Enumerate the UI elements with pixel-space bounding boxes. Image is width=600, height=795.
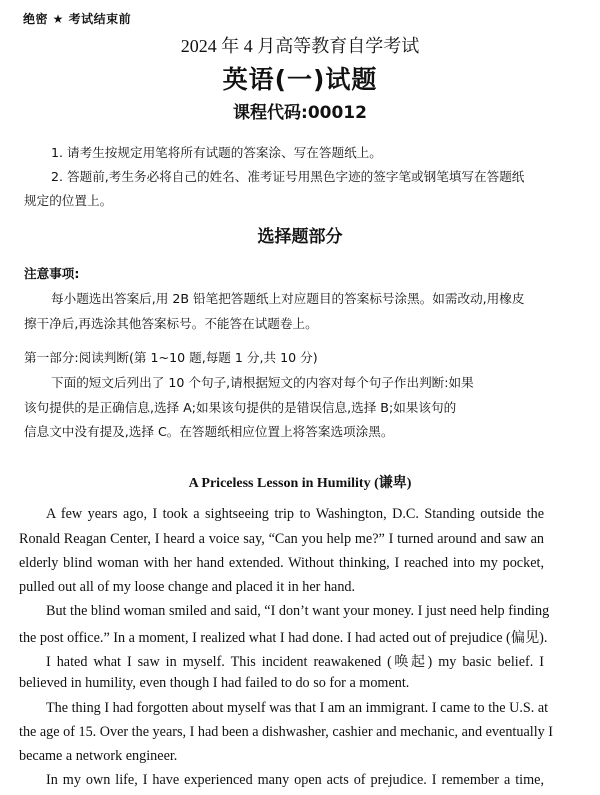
passage-line: elderly blind woman with her hand extended. Without thinking, I reached into my pocket,	[19, 555, 544, 571]
instruction-2: 2. 答题前,考生务必将自己的姓名、准考证号用黑色字迹的签字笔或钢笔填写在答题纸	[51, 169, 525, 184]
part1-desc-3: 信息文中没有提及,选择 C。在答题纸相应位置上将答案选项涂黑。	[24, 424, 394, 439]
part1-heading: 第一部分:阅读判断(第 1~10 题,每题 1 分,共 10 分)	[24, 350, 318, 365]
subject-title: 英语(一)试题	[222, 65, 378, 94]
passage-line: became a network engineer.	[19, 748, 178, 764]
passage-line: I hated what I saw in myself. This incident reawakened (唤起) my basic belief. I	[46, 654, 544, 670]
passage-line: But the blind woman smiled and said, “I don’t want your money. I just need help finding	[46, 603, 550, 619]
passage-line: Ronald Reagan Center, I heard a voice say, “Can you help me?” I turned around and saw an	[19, 531, 544, 547]
section-title: 选择题部分	[257, 227, 343, 247]
passage-line: the post office.” In a moment, I realized what I had done. I had acted out of prejudice (偏见).	[19, 630, 548, 646]
passage-line: The thing I had forgotten about myself was that I am an immigrant. I came to the U.S. at	[46, 700, 549, 716]
passage-line: believed in humility, even though I had failed to do so for a moment.	[19, 675, 410, 691]
passage-line: pulled out all of my loose change and placed it in her hand.	[19, 579, 356, 595]
passage-line: A few years ago, I took a sightseeing trip to Washington, D.C. Standing outside the	[46, 506, 544, 522]
confidential-label: 绝密 ★ 考试结束前	[23, 12, 132, 26]
course-code: 课程代码:00012	[233, 103, 367, 123]
instruction-2-cont: 规定的位置上。	[24, 193, 113, 208]
notes-line-2: 擦干净后,再选涂其他答案标号。不能答在试题卷上。	[24, 316, 318, 331]
notes-label: 注意事项:	[24, 266, 80, 281]
passage-line: In my own life, I have experienced many open acts of prejudice. I remember a time,	[46, 772, 544, 788]
passage-title: A Priceless Lesson in Humility (谦卑)	[188, 476, 412, 491]
instruction-1: 1. 请考生按规定用笔将所有试题的答案涂、写在答题纸上。	[51, 145, 382, 160]
part1-desc-1: 下面的短文后列出了 10 个句子,请根据短文的内容对每个句子作出判断:如果	[51, 375, 474, 390]
passage-line: the age of 15. Over the years, I had been a dishwasher, cashier and mechanic, and eventually I	[19, 724, 553, 740]
notes-line-1: 每小题选出答案后,用 2B 铅笔把答题纸上对应题目的答案标号涂黑。如需改动,用橡皮	[51, 291, 525, 306]
part1-desc-2: 该句提供的是正确信息,选择 A;如果该句提供的是错误信息,选择 B;如果该句的	[24, 400, 457, 415]
exam-title: 2024 年 4 月高等教育自学考试	[180, 36, 420, 56]
